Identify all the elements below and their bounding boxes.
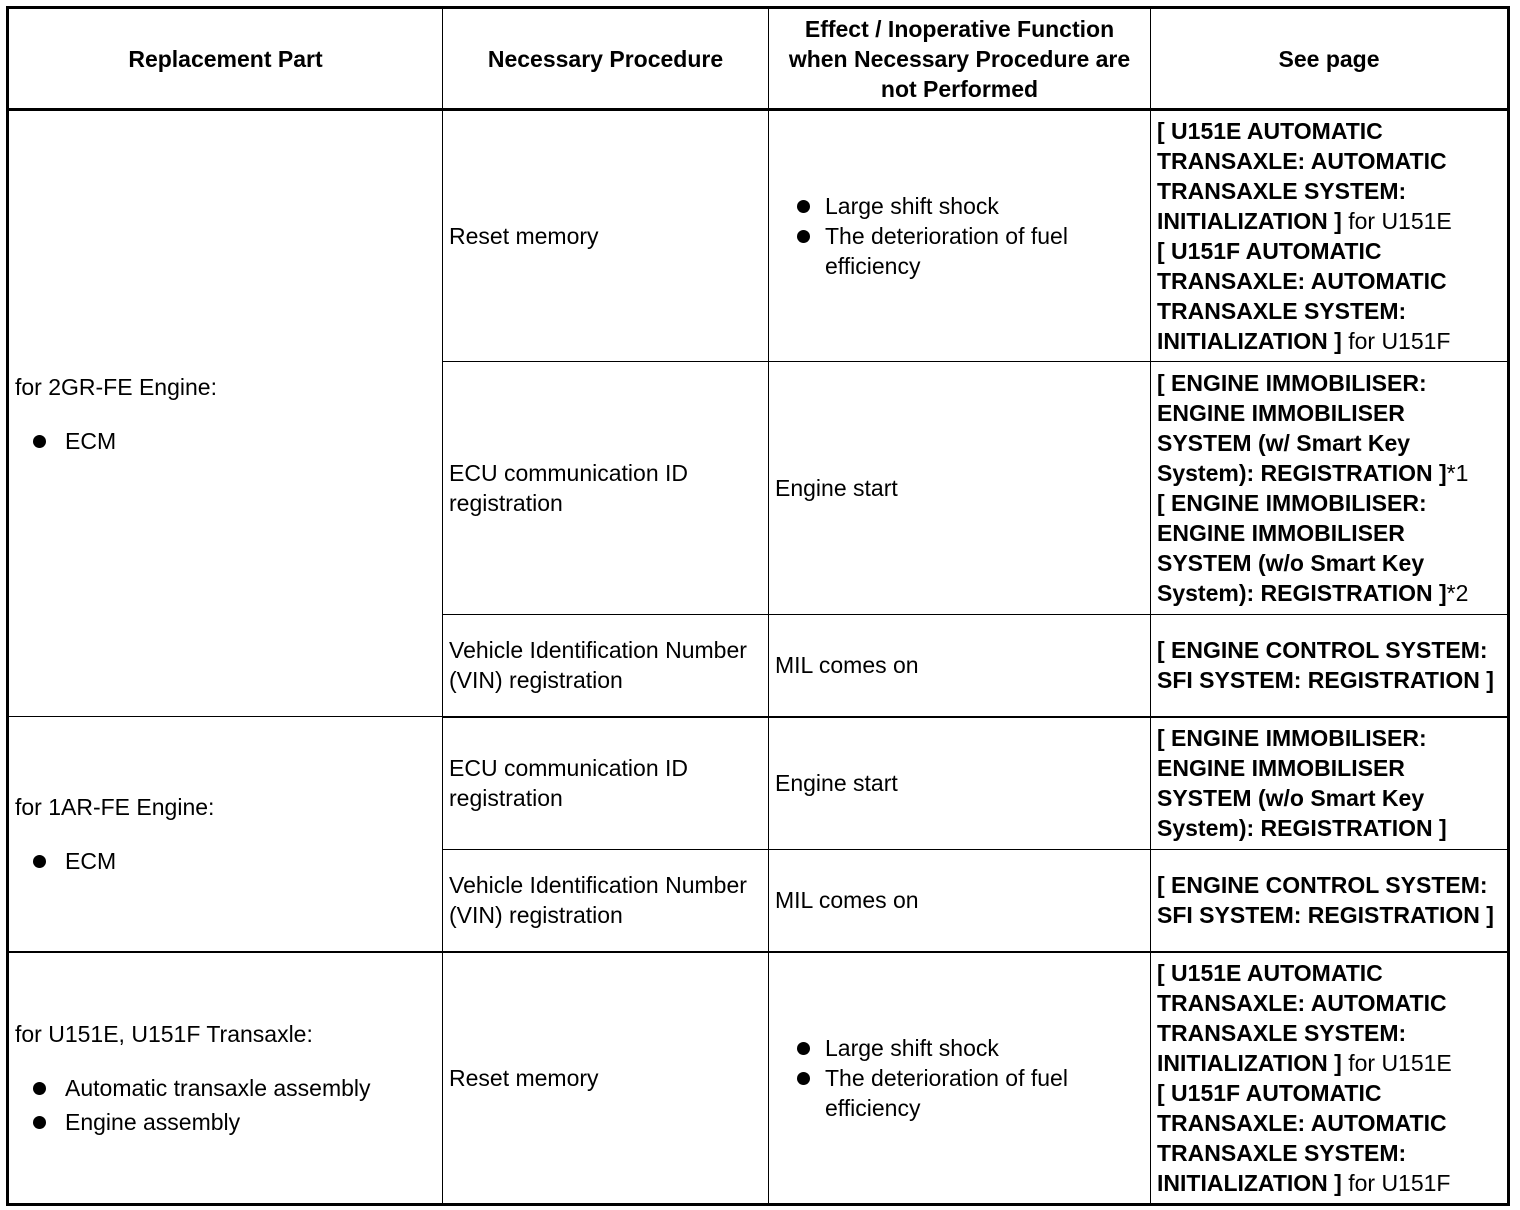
see-page-cell: [1151, 362, 1509, 615]
header-necessary-procedure: Necessary Procedure: [443, 8, 769, 110]
page-reference[interactable]: [1157, 635, 1501, 695]
replacement-part-cell: [8, 110, 443, 717]
page-reference[interactable]: [1157, 488, 1501, 608]
see-page-cell: [1151, 952, 1509, 1205]
list-item: Automatic transaxle assembly: [15, 1073, 436, 1103]
reference-suffix: *1: [1446, 460, 1469, 486]
replacement-part-cell: [8, 717, 443, 952]
table-row: [8, 952, 1509, 1205]
page-reference[interactable]: [1157, 368, 1501, 488]
list-item: Large shift shock: [775, 191, 1144, 221]
effect-list: [775, 191, 1144, 281]
page-reference[interactable]: [1157, 1078, 1501, 1198]
page-reference[interactable]: [1157, 723, 1501, 843]
reference-title: [ U151E AUTOMATIC TRANSAXLE: AUTOMATIC TRANSAXLE SYSTEM: INITIALIZATION ]: [1157, 118, 1447, 234]
reference-suffix: *2: [1446, 580, 1469, 606]
page-reference[interactable]: [1157, 236, 1501, 356]
reference-suffix: for U151E: [1341, 1049, 1452, 1076]
procedure-cell: ECU communication ID registration: [443, 362, 769, 615]
part-heading: for 1AR-FE Engine:: [15, 793, 215, 820]
reference-title: [ U151F AUTOMATIC TRANSAXLE: AUTOMATIC TRANSAXLE SYSTEM: INITIALIZATION ]: [1157, 238, 1447, 354]
reference-title: [ ENGINE CONTROL SYSTEM: SFI SYSTEM: REGISTRATION ]: [1157, 872, 1494, 929]
list-item: Large shift shock: [775, 1033, 1144, 1063]
table-header-row: [8, 8, 1509, 110]
procedure-cell: Reset memory: [443, 110, 769, 362]
replacement-part-cell: [8, 952, 443, 1205]
procedure-cell: Vehicle Identification Number (VIN) registration: [443, 850, 769, 952]
procedure-cell: ECU communication ID registration: [443, 717, 769, 850]
effect-cell: Engine start: [769, 717, 1151, 850]
procedure-cell: Vehicle Identification Number (VIN) registration: [443, 615, 769, 717]
replacement-procedure-table: [6, 6, 1510, 1206]
effect-cell: Engine start: [769, 362, 1151, 615]
part-heading: for 2GR-FE Engine:: [15, 373, 217, 400]
reference-title: [ U151E AUTOMATIC TRANSAXLE: AUTOMATIC TRANSAXLE SYSTEM: INITIALIZATION ]: [1157, 959, 1447, 1076]
effect-cell: [769, 952, 1151, 1205]
list-item: The deterioration of fuel efficiency: [775, 221, 1144, 281]
effect-cell: [769, 110, 1151, 362]
reference-title: [ ENGINE CONTROL SYSTEM: SFI SYSTEM: REGISTRATION ]: [1157, 637, 1494, 694]
see-page-cell: [1151, 850, 1509, 952]
page-reference[interactable]: [1157, 116, 1501, 236]
reference-title: [ ENGINE IMMOBILISER: ENGINE IMMOBILISER SYSTEM (w/o Smart Key System): REGISTRATION ]: [1157, 725, 1447, 842]
see-page-cell: [1151, 615, 1509, 717]
reference-title: [ U151F AUTOMATIC TRANSAXLE: AUTOMATIC TRANSAXLE SYSTEM: INITIALIZATION ]: [1157, 1079, 1447, 1196]
list-item: ECM: [15, 846, 436, 876]
list-item: ECM: [15, 426, 436, 456]
effect-list: [775, 1033, 1144, 1123]
part-heading: for U151E, U151F Transaxle:: [15, 1020, 313, 1047]
see-page-cell: [1151, 110, 1509, 362]
part-list: [15, 1073, 436, 1137]
reference-title: [ ENGINE IMMOBILISER: ENGINE IMMOBILISER SYSTEM (w/ Smart Key System): REGISTRATION ]: [1157, 370, 1447, 486]
reference-suffix: for U151E: [1341, 208, 1452, 234]
header-effect: Effect / Inoperative Function when Necessary Procedure are not Performed: [769, 8, 1151, 110]
table-row: [8, 110, 1509, 362]
reference-suffix: for U151F: [1341, 328, 1451, 354]
effect-cell: MIL comes on: [769, 850, 1151, 952]
page-reference[interactable]: [1157, 958, 1501, 1078]
reference-suffix: for U151F: [1341, 1169, 1451, 1196]
effect-cell: MIL comes on: [769, 615, 1151, 717]
list-item: Engine assembly: [15, 1107, 436, 1137]
header-see-page: See page: [1151, 8, 1509, 110]
table-row: [8, 717, 1509, 850]
page-reference[interactable]: [1157, 870, 1501, 930]
procedure-cell: Reset memory: [443, 952, 769, 1205]
reference-title: [ ENGINE IMMOBILISER: ENGINE IMMOBILISER SYSTEM (w/o Smart Key System): REGISTRATION ]: [1157, 490, 1447, 606]
header-replacement-part: Replacement Part: [8, 8, 443, 110]
list-item: The deterioration of fuel efficiency: [775, 1063, 1144, 1123]
see-page-cell: [1151, 717, 1509, 850]
part-list: [15, 846, 436, 876]
part-list: [15, 426, 436, 456]
